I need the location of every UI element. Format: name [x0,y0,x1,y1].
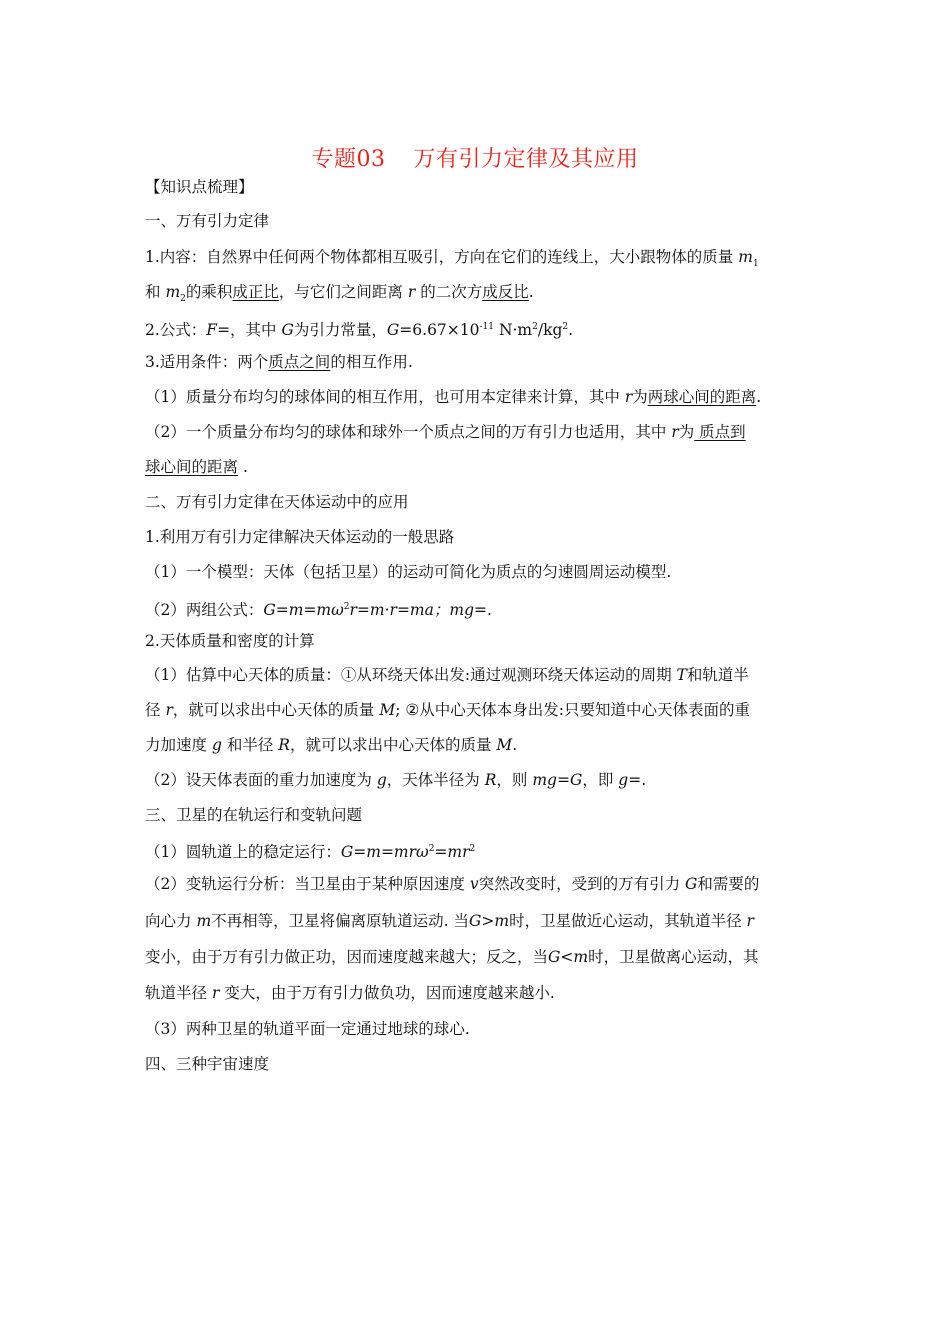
underlined-term: 球心间的距离 [145,458,239,476]
paragraph: 2.天体质量和密度的计算 [145,632,315,650]
paragraph: 向心力 m不再相等，卫星将偏离原轨道运动. 当G>m时，卫星做近心运动，其轨道半径 r [145,912,754,930]
paragraph: （1）一个模型：天体（包括卫星）的运动可简化为质点的匀速圆周运动模型. [145,563,672,581]
paragraph: （2）一个质量分布均匀的球体和球外一个质点之间的万有引力也适用，其中 r为 质点到 [145,423,746,441]
paragraph: 和 $m_2$的乘积成正比，与它们之间距离 r 的二次方成反比. [145,283,534,305]
heading-2: 二、万有引力定律在天体运动中的应用 [145,493,409,511]
heading-3: 三、卫星的在轨运行和变轨问题 [145,806,363,824]
paragraph: （2）变轨运行分析：当卫星由于某种原因速度 v突然改变时，受到的万有引力 G和需要的 [145,875,760,893]
underlined-term: 成正比 [232,283,279,301]
section-header: 【知识点梳理】 [145,178,254,196]
paragraph: 球心间的距离 . [145,458,248,476]
underlined-term: 成反比 [482,283,529,301]
heading-1: 一、万有引力定律 [145,212,270,230]
paragraph: （3）两种卫星的轨道平面一定通过地球的球心. [145,1020,470,1038]
underlined-term: 质点之间 [268,353,331,371]
paragraph: 1.利用万有引力定律解决天体运动的一般思路 [145,528,455,546]
paragraph: 轨道半径 r 变大，由于万有引力做负功，因而速度越来越小. [145,984,555,1002]
paragraph: （1）质量分布均匀的球体间的相互作用，也可用本定律来计算，其中 r为两球心间的距离. [145,388,762,406]
title-number: 专题03 [311,147,386,172]
underlined-term: 质点到 [694,423,746,441]
page-title [0,142,950,173]
paragraph: 径 r，就可以求出中心天体的质量 M; ②从中心天体本身出发:只要知道中心天体表面的重 [145,701,750,719]
paragraph: 1.内容：自然界中任何两个物体都相互吸引，方向在它们的连线上，大小跟物体的质量 $m_1$ [145,248,759,270]
paragraph: 变小，由于万有引力做正功，因而速度越来越大；反之，当G<m时，卫星做离心运动，其 [145,948,759,966]
formula-line: 2.公式：F=，其中 G为引力常量，$G=6.67\times 10^{-11}$ $N\cdot m^2/kg^2$. [145,321,574,340]
formula-line: （2）两组公式：$G=m=m\omega^2r=m\cdot r=ma$；mg=. [145,601,492,620]
formula-line: （1）圆轨道上的稳定运行：$G=m=mr\omega^2=mr^2$ [145,843,476,862]
underlined-term: 两球心间的距离 [647,388,757,406]
heading-4: 四、三种宇宙速度 [145,1055,270,1073]
paragraph: （1）估算中心天体的质量：①从环绕天体出发:通过观测环绕天体运动的周期 T和轨道半 [145,666,749,684]
paragraph: 力加速度 g 和半径 R，就可以求出中心天体的质量 M. [145,736,518,754]
paragraph: （2）设天体表面的重力加速度为 g，天体半径为 R，则 mg=G，即 g=. [145,771,647,789]
title-text: 万有引力定律及其应用 [413,147,639,172]
paragraph: 3.适用条件：两个质点之间的相互作用. [145,353,413,371]
